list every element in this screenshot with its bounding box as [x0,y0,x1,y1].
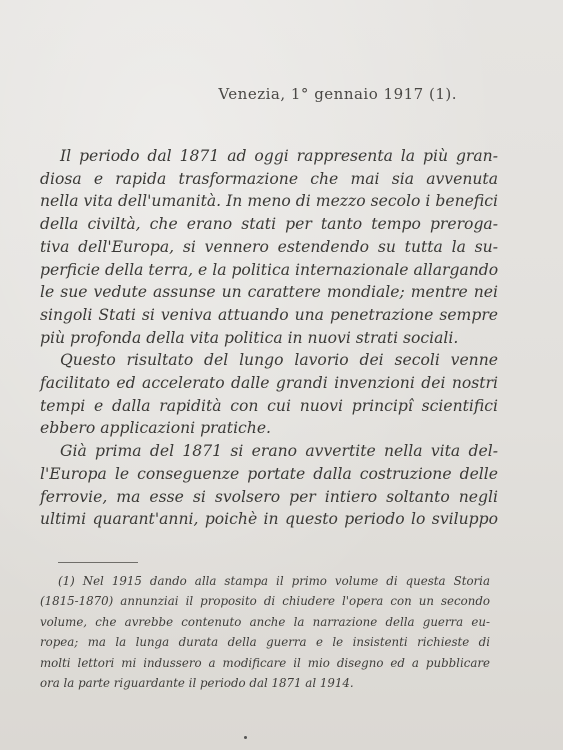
text-line: più profonda della vita politica in nuovi strati sociali. [40,328,459,347]
text-line: nella vita dell'umanità. In meno di mezzo secolo i benefici [40,192,498,211]
text-line: l'Europa le conseguenze portate dalla costruzione delle [40,464,498,483]
main-text [40,145,498,531]
footnote-line: (1) Nel 1915 dando alla stampa il primo volume di questa Storia [58,574,490,588]
footnote-line: ora la parte riguardante il periodo dal 1871 al 1914. [40,676,354,691]
footnote-line: molti lettori mi indussero a modificare il mio disegno ed a pubblicare [40,655,490,670]
text-line: ultimi quarant'anni, poichè in questo periodo lo sviluppo [40,510,498,529]
text-line: perficie della terra, e la politica internazionale allargando [40,260,499,279]
footnote-line: ropea; ma la lunga durata della guerra e le insistenti richieste di [40,635,490,650]
text-line: le sue vedute assunse un carattere mondiale; mentre nei [40,283,498,302]
footnote [40,571,490,693]
text-line: ebbero applicazioni pratiche. [40,419,272,438]
dateline: Venezia, 1° gennaio 1917 (1). [218,85,457,103]
text-line: tiva dell'Europa, si vennero estendendo su tutta la su- [40,237,498,256]
paper-speck [244,736,247,739]
text-line: Il periodo dal 1871 ad oggi rappresenta la più gran- [60,147,498,165]
text-line: tempi e dalla rapidità con cui nuovi principî scientifici [40,396,498,415]
text-line: ferrovie, ma esse si svolsero per intiero soltanto negli [40,487,498,506]
text-line: della civiltà, che erano stati per tanto tempo preroga- [40,215,498,234]
footnote-divider [58,562,138,563]
text-line: Questo risultato del lungo lavorio dei secoli venne [60,351,498,370]
footnote-line: (1815-1870) annunziai il proposito di chiudere l'opera con un secondo [40,594,490,609]
text-line: facilitato ed accelerato dalle grandi invenzioni dei nostri [40,374,498,393]
text-line: singoli Stati si veniva attuando una penetrazione sempre [40,305,498,324]
text-line: Già prima del 1871 si erano avvertite nella vita del- [60,442,498,461]
footnote-line: volume, che avrebbe contenuto anche la narrazione della guerra eu- [40,614,490,629]
text-line: diosa e rapida trasformazione che mai sia avvenuta [40,169,498,188]
